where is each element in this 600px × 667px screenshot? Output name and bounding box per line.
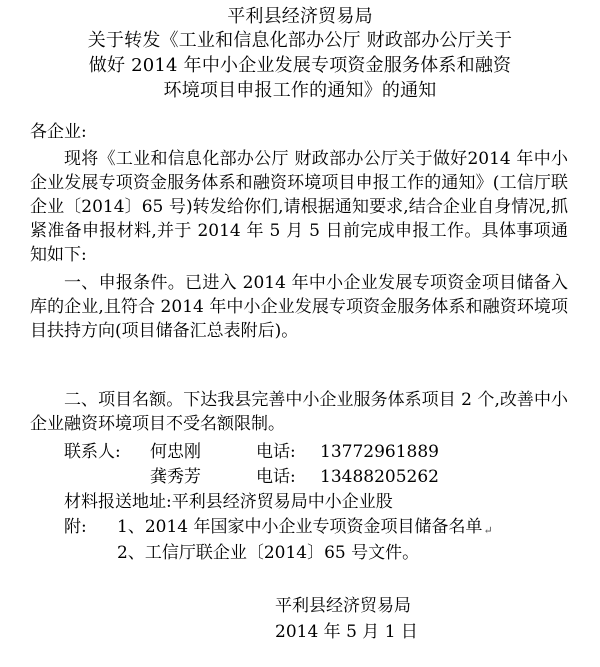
signature-org: 平利县经济贸易局 xyxy=(275,596,411,616)
contact-person-2: 龚秀芳 xyxy=(150,467,201,487)
phone-label-2: 电话: xyxy=(256,467,296,487)
attachment-item-1 xyxy=(117,517,493,541)
intro-paragraph: 现将《工业和信息化部办公厅 财政部办公厅关于做好2014 年中小企业发展专项资金服务体系和融资环境项目申报工作的通知》(工信厅联企业〔2014〕65 号)转发给你们,请根据通知要求,结合企业自身情况,抓紧准备申报材料,并于 2014 年 5 月 5 日前完成申报工作。具体事项通知如下: xyxy=(30,149,568,265)
signature-date: 2014 年 5 月 1 日 xyxy=(275,622,418,642)
item-1-paragraph: 一、申报条件。已进入 2014 年中小企业发展专项资金项目储备入库的企业,且符合 2014 年中小企业发展专项资金服务体系和融资环境项目扶持方向(项目储备汇总表附后)。 xyxy=(30,273,568,341)
contact-person-1: 何忠刚 xyxy=(150,442,201,462)
salutation: 各企业: xyxy=(30,122,87,142)
attachments-label: 附: xyxy=(64,517,87,537)
contact-phone-1: 13772961889 xyxy=(320,442,439,462)
contact-phone-2: 13488205262 xyxy=(320,467,439,487)
submission-address: 材料报送地址:平利县经济贸易局中小企业股 xyxy=(64,492,393,512)
issuing-bureau: 平利县经济贸易局 xyxy=(227,6,373,27)
item-2-paragraph: 二、项目名额。下达我县完善中小企业服务体系项目 2 个,改善中小企业融资环境项目不受名额限制。 xyxy=(30,390,568,434)
title-line-2: 做好 2014 年中小企业发展专项资金服务体系和融资 xyxy=(88,55,512,76)
attachment-item-2: 2、工信厅联企业〔2014〕65 号文件。 xyxy=(117,543,420,563)
phone-label-1: 电话: xyxy=(256,442,296,462)
contact-label: 联系人: xyxy=(64,442,121,462)
title-line-1: 关于转发《工业和信息化部办公厅 财政部办公厅关于 xyxy=(87,30,513,51)
return-mark-icon: ↵ xyxy=(483,524,493,537)
title-line-3: 环境项目申报工作的通知》的通知 xyxy=(163,80,437,101)
attachment-item-1-text: 1、2014 年国家中小企业专项资金项目储备名单 xyxy=(117,517,483,537)
